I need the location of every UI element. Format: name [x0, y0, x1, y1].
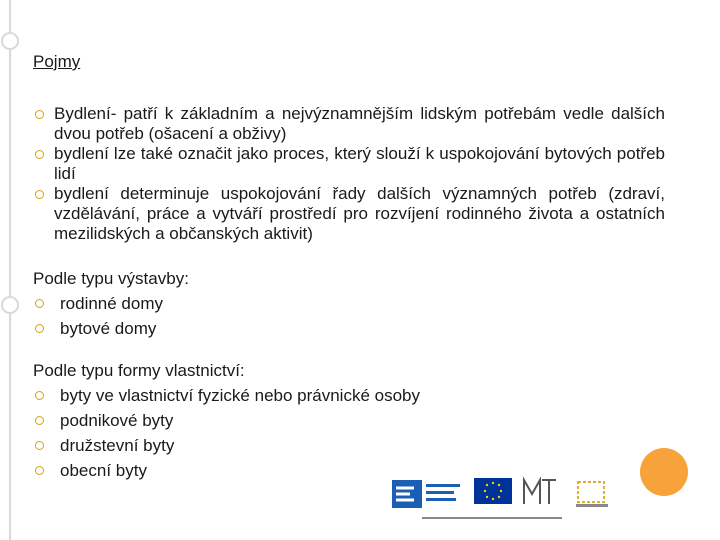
item-text: rodinné domy	[60, 294, 164, 313]
circle-bullet-icon	[35, 441, 44, 450]
bullet-text: Bydlení- patří k základním a nejvýznamnějším lidským potřebám vedle dalších dvou potřeb (ošacení a obživy)	[54, 104, 665, 143]
list-item	[33, 433, 420, 458]
esf-logo	[392, 476, 462, 512]
circle-bullet-icon	[35, 110, 44, 119]
rail-dot-icon	[1, 296, 19, 314]
item-text: bytové domy	[60, 319, 157, 338]
funding-logos	[392, 474, 620, 524]
slide-title: Pojmy	[33, 52, 81, 71]
circle-bullet-icon	[35, 391, 44, 400]
op-vk-logo	[572, 478, 612, 510]
list-item	[33, 144, 665, 184]
msmt-logo	[520, 474, 560, 510]
accent-circle	[640, 448, 688, 496]
side-rail	[0, 0, 20, 540]
list-item	[33, 458, 420, 483]
list-item	[33, 316, 189, 341]
list-item	[33, 104, 665, 144]
logo-caption-strip	[422, 514, 562, 522]
circle-bullet-icon	[35, 150, 44, 159]
list-item	[33, 184, 665, 244]
item-text: byty ve vlastnictví fyzické nebo právnické osoby	[60, 386, 420, 405]
item-text: obecní byty	[60, 461, 147, 480]
list-item	[33, 408, 420, 433]
circle-bullet-icon	[35, 466, 44, 475]
section-heading: Podle typu výstavby:	[33, 269, 189, 288]
rail-line	[9, 0, 11, 540]
circle-bullet-icon	[35, 324, 44, 333]
construction-type-section	[33, 266, 189, 341]
circle-bullet-icon	[35, 190, 44, 199]
eu-flag-logo	[474, 478, 512, 504]
circle-bullet-icon	[35, 416, 44, 425]
item-text: družstevní byty	[60, 436, 175, 455]
definition-list	[33, 104, 665, 244]
list-item	[33, 383, 420, 408]
rail-dot-icon	[1, 32, 19, 50]
section-heading: Podle typu formy vlastnictví:	[33, 361, 245, 380]
item-text: podnikové byty	[60, 411, 174, 430]
circle-bullet-icon	[35, 299, 44, 308]
bullet-text: bydlení determinuje uspokojování řady dalších významných potřeb (zdraví, vzdělávání, práce a vytváří prostředí pro rozvíjení rodinného života a ostatních mezilidských a občanských aktivit)	[54, 184, 665, 243]
bullet-text: bydlení lze také označit jako proces, který slouží k uspokojování bytových potřeb lidí	[54, 144, 665, 183]
list-item	[33, 291, 189, 316]
ownership-type-section	[33, 358, 420, 483]
